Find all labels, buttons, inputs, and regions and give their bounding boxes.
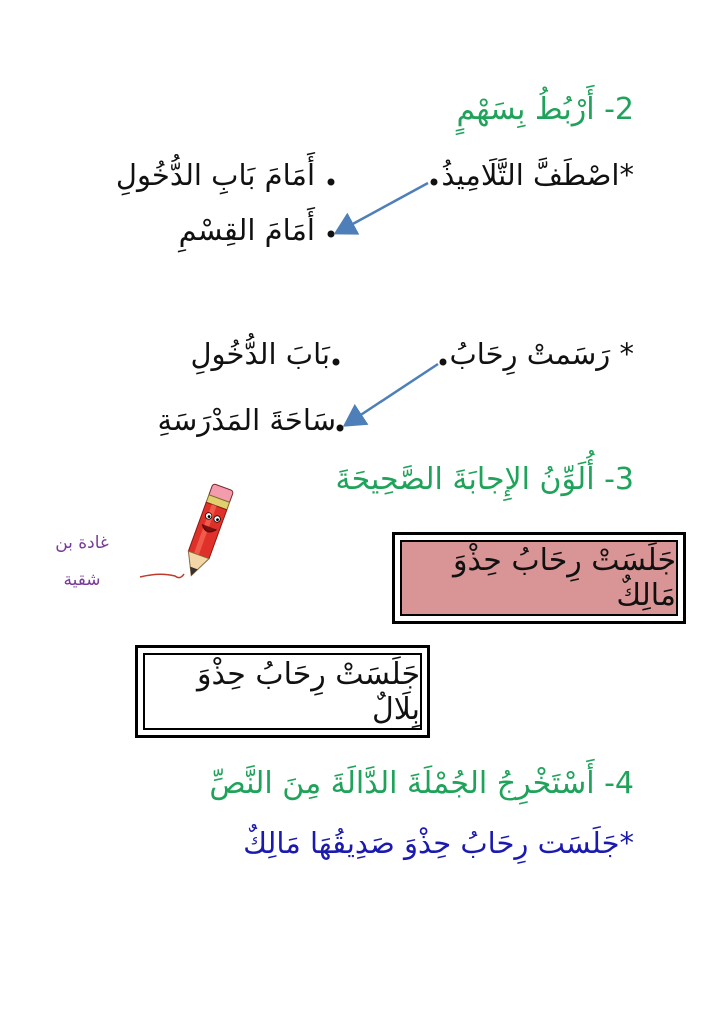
section-2-title: 2- أَرْبُطُ بِسَهْمٍ: [456, 92, 634, 127]
section-4-answer: *جَلَسَت رِحَابُ حِذْوَ صَدِيقُهَا مَالِكٌ: [243, 826, 634, 860]
group2-right-item-2: سَاحَةَ المَدْرَسَةِ: [157, 403, 336, 437]
section-4-title: 4- أَسْتَخْرِجُ الجُمْلَةَ الدَّالَةَ مِنَ النَّصِّ: [209, 766, 634, 801]
answer-option-correct[interactable]: جَلَسَتْ رِحَابُ حِذْوَ مَالِكٌ: [400, 540, 678, 616]
group2-left-item: * رَسَمتْ رِحَابُ: [449, 337, 634, 371]
group2-right-item-1: بَابَ الدُّخُولِ: [190, 337, 330, 371]
group1-right-item-2: أَمَامَ القِسْمِ: [178, 213, 315, 247]
arrow-group1: [338, 183, 428, 232]
bullet-group2-right-2: [337, 425, 344, 432]
bullet-group2-right-1: [333, 359, 340, 366]
group1-left-item: *اصْطَفَّ التَّلَامِيذُ: [441, 158, 634, 192]
author-name-line1: غادة بن: [55, 533, 109, 553]
bullet-group2-left: [440, 359, 447, 366]
answer-option-other[interactable]: جَلَسَتْ رِحَابُ حِذْوَ بِلَالٌ: [143, 653, 422, 730]
bullet-group1-left: [431, 179, 438, 186]
group1-right-item-1: أَمَامَ بَابِ الدُّخُولِ: [115, 158, 315, 192]
section-3-title: 3- أُلَوِّنُ الإِجابَةَ الصَّحِيحَةَ: [335, 462, 634, 497]
author-name-line2: شقية: [63, 570, 101, 590]
arrow-group2: [347, 364, 438, 424]
bullet-group1-right-1: [328, 179, 335, 186]
bullet-group1-right-2: [328, 231, 335, 238]
